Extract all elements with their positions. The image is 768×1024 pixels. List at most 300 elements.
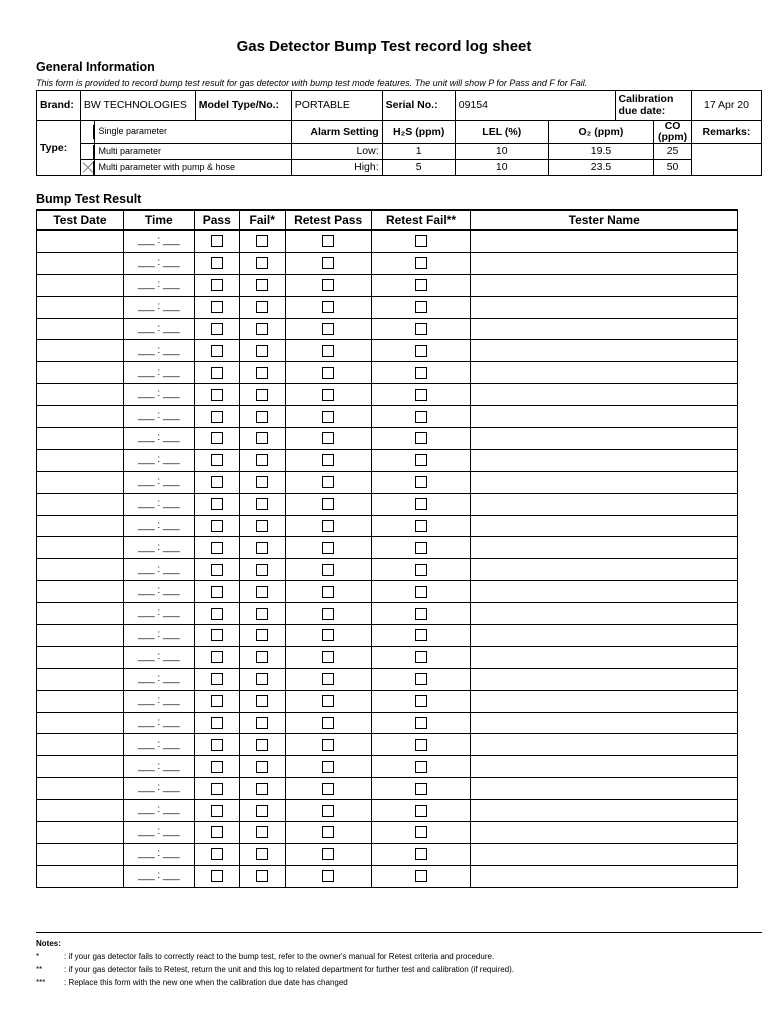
table-row — [37, 668, 738, 690]
test-date-cell[interactable] — [37, 603, 124, 625]
retest-fail-checkbox-cell — [371, 822, 471, 844]
retest-fail-checkbox[interactable] — [415, 805, 427, 817]
retest-fail-checkbox[interactable] — [415, 542, 427, 554]
time-cell[interactable]: ___ : ___ — [123, 603, 194, 625]
pass-checkbox[interactable] — [211, 542, 223, 554]
tester-name-cell[interactable] — [471, 471, 738, 493]
tester-name-cell[interactable] — [471, 252, 738, 274]
time-cell[interactable]: ___ : ___ — [123, 296, 194, 318]
tester-name-cell[interactable] — [471, 493, 738, 515]
retest-pass-checkbox[interactable] — [322, 345, 334, 357]
table-row — [37, 296, 738, 318]
tester-name-cell[interactable] — [471, 865, 738, 887]
table-row — [37, 493, 738, 515]
time-cell[interactable]: ___ : ___ — [123, 668, 194, 690]
pass-checkbox[interactable] — [211, 476, 223, 488]
test-date-cell[interactable] — [37, 800, 124, 822]
fail-checkbox-cell — [239, 493, 285, 515]
low-lel[interactable]: 10 — [455, 144, 548, 160]
fail-checkbox[interactable] — [256, 783, 268, 795]
note-item — [36, 976, 514, 989]
fail-checkbox[interactable] — [256, 367, 268, 379]
retest-pass-checkbox[interactable] — [322, 389, 334, 401]
tester-name-cell[interactable] — [471, 646, 738, 668]
retest-fail-checkbox[interactable] — [415, 498, 427, 510]
retest-pass-checkbox[interactable] — [322, 848, 334, 860]
high-lel[interactable]: 10 — [455, 160, 548, 176]
high-o2[interactable]: 23.5 — [548, 160, 653, 176]
fail-checkbox[interactable] — [256, 454, 268, 466]
table-row — [37, 449, 738, 471]
fail-checkbox-cell — [239, 865, 285, 887]
retest-fail-checkbox-cell — [371, 252, 471, 274]
table-row — [37, 230, 738, 252]
test-date-cell[interactable] — [37, 822, 124, 844]
test-date-cell[interactable] — [37, 843, 124, 865]
retest-fail-checkbox[interactable] — [415, 257, 427, 269]
pass-checkbox[interactable] — [211, 608, 223, 620]
retest-fail-checkbox[interactable] — [415, 695, 427, 707]
fail-checkbox[interactable] — [256, 389, 268, 401]
pass-checkbox-cell — [194, 756, 239, 778]
note-text: : if your gas detector fails to correctly react to the bump test, refer to the owner's manual for Retest criteria and procedure. — [64, 952, 495, 961]
retest-fail-checkbox[interactable] — [415, 235, 427, 247]
pass-checkbox[interactable] — [211, 629, 223, 641]
retest-fail-checkbox-cell — [371, 668, 471, 690]
fail-checkbox-cell — [239, 515, 285, 537]
retest-pass-checkbox-cell — [285, 428, 371, 450]
pass-checkbox[interactable] — [211, 432, 223, 444]
retest-pass-checkbox-cell — [285, 230, 371, 252]
fail-checkbox-cell — [239, 625, 285, 647]
general-info-heading: General Information — [36, 60, 155, 74]
test-date-cell[interactable] — [37, 230, 124, 252]
tester-name-cell[interactable] — [471, 690, 738, 712]
test-date-cell[interactable] — [37, 734, 124, 756]
retest-pass-checkbox[interactable] — [322, 279, 334, 291]
pass-checkbox[interactable] — [211, 279, 223, 291]
retest-pass-checkbox[interactable] — [322, 432, 334, 444]
retest-pass-checkbox-cell — [285, 865, 371, 887]
tester-name-cell[interactable] — [471, 537, 738, 559]
pass-checkbox[interactable] — [211, 783, 223, 795]
retest-fail-checkbox-cell — [371, 471, 471, 493]
tester-name-cell[interactable] — [471, 296, 738, 318]
retest-fail-checkbox[interactable] — [415, 367, 427, 379]
test-date-cell[interactable] — [37, 384, 124, 406]
retest-fail-checkbox[interactable] — [415, 608, 427, 620]
retest-pass-checkbox[interactable] — [322, 651, 334, 663]
pass-checkbox[interactable] — [211, 345, 223, 357]
fail-checkbox[interactable] — [256, 717, 268, 729]
retest-fail-checkbox[interactable] — [415, 673, 427, 685]
retest-fail-checkbox[interactable] — [415, 761, 427, 773]
pass-checkbox[interactable] — [211, 761, 223, 773]
table-row — [37, 274, 738, 296]
retest-fail-checkbox[interactable] — [415, 520, 427, 532]
retest-pass-checkbox[interactable] — [322, 717, 334, 729]
tester-name-cell[interactable] — [471, 625, 738, 647]
pass-checkbox-cell — [194, 712, 239, 734]
pass-checkbox[interactable] — [211, 411, 223, 423]
pass-checkbox[interactable] — [211, 695, 223, 707]
tester-name-cell[interactable] — [471, 340, 738, 362]
tester-name-cell[interactable] — [471, 428, 738, 450]
time-cell[interactable]: ___ : ___ — [123, 252, 194, 274]
time-cell[interactable]: ___ : ___ — [123, 822, 194, 844]
test-date-cell[interactable] — [37, 296, 124, 318]
fail-checkbox[interactable] — [256, 257, 268, 269]
test-date-cell[interactable] — [37, 318, 124, 340]
tester-name-cell[interactable] — [471, 822, 738, 844]
fail-checkbox-cell — [239, 471, 285, 493]
time-cell[interactable]: ___ : ___ — [123, 230, 194, 252]
table-row — [37, 428, 738, 450]
tester-name-cell[interactable] — [471, 559, 738, 581]
time-cell[interactable]: ___ : ___ — [123, 406, 194, 428]
fail-checkbox[interactable] — [256, 301, 268, 313]
tester-name-cell[interactable] — [471, 843, 738, 865]
test-date-cell[interactable] — [37, 515, 124, 537]
retest-fail-checkbox-cell — [371, 712, 471, 734]
retest-fail-checkbox-cell — [371, 274, 471, 296]
test-date-cell[interactable] — [37, 778, 124, 800]
tester-name-cell[interactable] — [471, 406, 738, 428]
retest-fail-checkbox[interactable] — [415, 739, 427, 751]
table-row — [37, 252, 738, 274]
tester-name-cell[interactable] — [471, 362, 738, 384]
retest-pass-checkbox[interactable] — [322, 301, 334, 313]
fail-checkbox[interactable] — [256, 564, 268, 576]
fail-checkbox[interactable] — [256, 695, 268, 707]
retest-fail-checkbox[interactable] — [415, 389, 427, 401]
retest-fail-checkbox[interactable] — [415, 629, 427, 641]
retest-pass-checkbox-cell — [285, 800, 371, 822]
retest-fail-checkbox[interactable] — [415, 432, 427, 444]
time-cell[interactable]: ___ : ___ — [123, 340, 194, 362]
tester-name-cell[interactable] — [471, 449, 738, 471]
fail-checkbox[interactable] — [256, 520, 268, 532]
retest-pass-checkbox[interactable] — [322, 498, 334, 510]
time-cell[interactable]: ___ : ___ — [123, 362, 194, 384]
fail-checkbox-cell — [239, 537, 285, 559]
tester-name-cell[interactable] — [471, 318, 738, 340]
test-date-cell[interactable] — [37, 406, 124, 428]
pass-checkbox[interactable] — [211, 586, 223, 598]
high-label: High: — [291, 160, 382, 176]
table-row — [37, 778, 738, 800]
time-cell[interactable]: ___ : ___ — [123, 559, 194, 581]
pass-checkbox[interactable] — [211, 389, 223, 401]
pass-checkbox-cell — [194, 384, 239, 406]
time-cell[interactable]: ___ : ___ — [123, 537, 194, 559]
serial-value: 09154 — [455, 91, 615, 121]
pass-checkbox-cell — [194, 340, 239, 362]
time-cell[interactable]: ___ : ___ — [123, 865, 194, 887]
test-date-cell[interactable] — [37, 362, 124, 384]
time-cell[interactable]: ___ : ___ — [123, 712, 194, 734]
retest-pass-checkbox[interactable] — [322, 257, 334, 269]
retest-fail-checkbox[interactable] — [415, 411, 427, 423]
note-item — [36, 950, 514, 963]
retest-fail-checkbox-cell — [371, 603, 471, 625]
fail-checkbox-cell — [239, 384, 285, 406]
header-pass: Pass — [194, 210, 239, 230]
fail-checkbox-cell — [239, 822, 285, 844]
retest-pass-checkbox[interactable] — [322, 235, 334, 247]
retest-pass-checkbox[interactable] — [322, 542, 334, 554]
table-row — [37, 822, 738, 844]
test-date-cell[interactable] — [37, 493, 124, 515]
test-date-cell[interactable] — [37, 471, 124, 493]
test-date-cell[interactable] — [37, 865, 124, 887]
tester-name-cell[interactable] — [471, 230, 738, 252]
tester-name-cell[interactable] — [471, 581, 738, 603]
retest-pass-checkbox-cell — [285, 340, 371, 362]
retest-pass-checkbox-cell — [285, 559, 371, 581]
retest-pass-checkbox[interactable] — [322, 673, 334, 685]
pass-checkbox[interactable] — [211, 673, 223, 685]
fail-checkbox[interactable] — [256, 279, 268, 291]
time-cell[interactable]: ___ : ___ — [123, 428, 194, 450]
retest-fail-checkbox[interactable] — [415, 651, 427, 663]
type-multi-pump-checkbox[interactable] — [80, 160, 95, 176]
time-cell[interactable]: ___ : ___ — [123, 515, 194, 537]
log-body — [37, 230, 738, 887]
low-co[interactable]: 25 — [654, 144, 692, 160]
fail-checkbox[interactable] — [256, 498, 268, 510]
retest-pass-checkbox-cell — [285, 625, 371, 647]
retest-pass-checkbox-cell — [285, 537, 371, 559]
test-date-cell[interactable] — [37, 668, 124, 690]
time-cell[interactable]: ___ : ___ — [123, 471, 194, 493]
pass-checkbox-cell — [194, 646, 239, 668]
pass-checkbox[interactable] — [211, 454, 223, 466]
pass-checkbox[interactable] — [211, 257, 223, 269]
fail-checkbox[interactable] — [256, 761, 268, 773]
tester-name-cell[interactable] — [471, 274, 738, 296]
retest-pass-checkbox[interactable] — [322, 805, 334, 817]
table-row — [37, 603, 738, 625]
test-date-cell[interactable] — [37, 756, 124, 778]
table-row — [37, 318, 738, 340]
pass-checkbox-cell — [194, 668, 239, 690]
pass-checkbox-cell — [194, 449, 239, 471]
tester-name-cell[interactable] — [471, 384, 738, 406]
fail-checkbox[interactable] — [256, 323, 268, 335]
fail-checkbox[interactable] — [256, 870, 268, 882]
time-cell[interactable]: ___ : ___ — [123, 318, 194, 340]
test-date-cell[interactable] — [37, 252, 124, 274]
fail-checkbox[interactable] — [256, 235, 268, 247]
time-cell[interactable]: ___ : ___ — [123, 493, 194, 515]
tester-name-cell[interactable] — [471, 515, 738, 537]
time-cell[interactable]: ___ : ___ — [123, 800, 194, 822]
time-cell[interactable]: ___ : ___ — [123, 449, 194, 471]
tester-name-cell[interactable] — [471, 712, 738, 734]
fail-checkbox[interactable] — [256, 629, 268, 641]
test-date-cell[interactable] — [37, 340, 124, 362]
retest-pass-checkbox[interactable] — [322, 476, 334, 488]
time-cell[interactable]: ___ : ___ — [123, 843, 194, 865]
retest-pass-checkbox[interactable] — [322, 608, 334, 620]
retest-fail-checkbox-cell — [371, 296, 471, 318]
retest-pass-checkbox[interactable] — [322, 870, 334, 882]
retest-pass-checkbox[interactable] — [322, 629, 334, 641]
time-cell[interactable]: ___ : ___ — [123, 274, 194, 296]
pass-checkbox-cell — [194, 865, 239, 887]
time-cell[interactable]: ___ : ___ — [123, 690, 194, 712]
retest-pass-checkbox-cell — [285, 493, 371, 515]
retest-pass-checkbox[interactable] — [322, 564, 334, 576]
retest-pass-checkbox[interactable] — [322, 739, 334, 751]
fail-checkbox[interactable] — [256, 586, 268, 598]
fail-checkbox[interactable] — [256, 826, 268, 838]
test-date-cell[interactable] — [37, 449, 124, 471]
time-cell[interactable]: ___ : ___ — [123, 646, 194, 668]
calibration-label: Calibration due date: — [615, 91, 691, 121]
pass-checkbox[interactable] — [211, 520, 223, 532]
pass-checkbox-cell — [194, 603, 239, 625]
pass-checkbox[interactable] — [211, 651, 223, 663]
time-cell[interactable]: ___ : ___ — [123, 756, 194, 778]
type-multi-label: Multi parameter — [95, 144, 291, 160]
retest-fail-checkbox[interactable] — [415, 454, 427, 466]
fail-checkbox-cell — [239, 428, 285, 450]
retest-pass-checkbox[interactable] — [322, 323, 334, 335]
pass-checkbox[interactable] — [211, 826, 223, 838]
fail-checkbox[interactable] — [256, 673, 268, 685]
pass-checkbox[interactable] — [211, 848, 223, 860]
fail-checkbox[interactable] — [256, 432, 268, 444]
table-row — [37, 471, 738, 493]
remarks-value[interactable] — [691, 144, 761, 176]
time-cell[interactable]: ___ : ___ — [123, 625, 194, 647]
retest-pass-checkbox-cell — [285, 778, 371, 800]
retest-fail-checkbox[interactable] — [415, 345, 427, 357]
retest-pass-checkbox[interactable] — [322, 367, 334, 379]
retest-pass-checkbox[interactable] — [322, 695, 334, 707]
tester-name-cell[interactable] — [471, 778, 738, 800]
pass-checkbox[interactable] — [211, 323, 223, 335]
fail-checkbox[interactable] — [256, 805, 268, 817]
retest-fail-checkbox[interactable] — [415, 564, 427, 576]
retest-fail-checkbox[interactable] — [415, 586, 427, 598]
fail-checkbox[interactable] — [256, 345, 268, 357]
time-cell[interactable]: ___ : ___ — [123, 384, 194, 406]
table-row — [37, 406, 738, 428]
tester-name-cell[interactable] — [471, 734, 738, 756]
time-cell[interactable]: ___ : ___ — [123, 778, 194, 800]
retest-pass-checkbox[interactable] — [322, 411, 334, 423]
retest-fail-checkbox[interactable] — [415, 476, 427, 488]
table-row — [37, 515, 738, 537]
fail-checkbox[interactable] — [256, 476, 268, 488]
retest-fail-checkbox[interactable] — [415, 826, 427, 838]
retest-fail-checkbox-cell — [371, 559, 471, 581]
pass-checkbox-cell — [194, 230, 239, 252]
table-row — [37, 712, 738, 734]
pass-checkbox[interactable] — [211, 870, 223, 882]
retest-pass-checkbox[interactable] — [322, 826, 334, 838]
retest-fail-checkbox[interactable] — [415, 301, 427, 313]
retest-pass-checkbox[interactable] — [322, 520, 334, 532]
test-date-cell[interactable] — [37, 428, 124, 450]
retest-fail-checkbox[interactable] — [415, 870, 427, 882]
time-cell[interactable]: ___ : ___ — [123, 581, 194, 603]
fail-checkbox[interactable] — [256, 542, 268, 554]
tester-name-cell[interactable] — [471, 668, 738, 690]
table-row — [37, 756, 738, 778]
test-date-cell[interactable] — [37, 646, 124, 668]
notes-heading: Notes: — [36, 939, 61, 948]
high-h2s[interactable]: 5 — [382, 160, 455, 176]
table-row — [37, 843, 738, 865]
pass-checkbox-cell — [194, 406, 239, 428]
low-o2[interactable]: 19.5 — [548, 144, 653, 160]
low-h2s[interactable]: 1 — [382, 144, 455, 160]
pass-checkbox[interactable] — [211, 235, 223, 247]
high-co[interactable]: 50 — [654, 160, 692, 176]
fail-checkbox-cell — [239, 559, 285, 581]
pass-checkbox[interactable] — [211, 301, 223, 313]
fail-checkbox[interactable] — [256, 848, 268, 860]
type-multi-checkbox[interactable] — [80, 144, 95, 160]
table-row — [37, 581, 738, 603]
retest-pass-checkbox[interactable] — [322, 586, 334, 598]
test-date-cell[interactable] — [37, 625, 124, 647]
pass-checkbox[interactable] — [211, 564, 223, 576]
tester-name-cell[interactable] — [471, 603, 738, 625]
test-date-cell[interactable] — [37, 712, 124, 734]
pass-checkbox[interactable] — [211, 739, 223, 751]
retest-fail-checkbox[interactable] — [415, 717, 427, 729]
pass-checkbox-cell — [194, 428, 239, 450]
retest-fail-checkbox[interactable] — [415, 848, 427, 860]
fail-checkbox-cell — [239, 800, 285, 822]
retest-pass-checkbox-cell — [285, 362, 371, 384]
pass-checkbox[interactable] — [211, 367, 223, 379]
pass-checkbox[interactable] — [211, 717, 223, 729]
retest-pass-checkbox[interactable] — [322, 454, 334, 466]
test-date-cell[interactable] — [37, 274, 124, 296]
fail-checkbox-cell — [239, 274, 285, 296]
fail-checkbox[interactable] — [256, 608, 268, 620]
time-cell[interactable]: ___ : ___ — [123, 734, 194, 756]
retest-fail-checkbox[interactable] — [415, 323, 427, 335]
fail-checkbox[interactable] — [256, 411, 268, 423]
test-date-cell[interactable] — [37, 537, 124, 559]
retest-pass-checkbox-cell — [285, 471, 371, 493]
retest-fail-checkbox[interactable] — [415, 279, 427, 291]
fail-checkbox[interactable] — [256, 651, 268, 663]
retest-pass-checkbox[interactable] — [322, 761, 334, 773]
tester-name-cell[interactable] — [471, 756, 738, 778]
tester-name-cell[interactable] — [471, 800, 738, 822]
retest-fail-checkbox[interactable] — [415, 783, 427, 795]
pass-checkbox[interactable] — [211, 498, 223, 510]
test-date-cell[interactable] — [37, 559, 124, 581]
table-row — [37, 384, 738, 406]
pass-checkbox[interactable] — [211, 805, 223, 817]
fail-checkbox-cell — [239, 449, 285, 471]
fail-checkbox[interactable] — [256, 739, 268, 751]
test-date-cell[interactable] — [37, 690, 124, 712]
retest-pass-checkbox[interactable] — [322, 783, 334, 795]
type-single-checkbox[interactable] — [80, 121, 95, 144]
retest-fail-checkbox-cell — [371, 449, 471, 471]
test-date-cell[interactable] — [37, 581, 124, 603]
